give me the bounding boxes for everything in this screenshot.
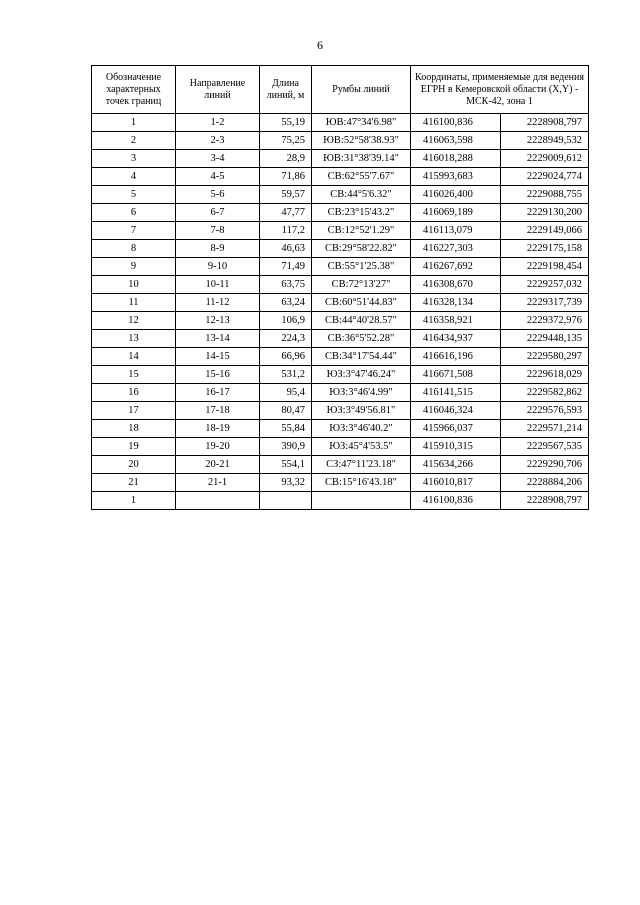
cell-point: 15 — [92, 366, 176, 384]
cell-direction: 18-19 — [176, 420, 260, 438]
cell-y: 2229290,706 — [501, 456, 589, 474]
cell-x: 416100,836 — [411, 492, 501, 510]
cell-direction: 10-11 — [176, 276, 260, 294]
table-row — [92, 258, 589, 276]
cell-direction: 1-2 — [176, 114, 260, 132]
cell-point: 18 — [92, 420, 176, 438]
cell-x: 416616,196 — [411, 348, 501, 366]
cell-y: 2228908,797 — [501, 114, 589, 132]
cell-direction: 3-4 — [176, 150, 260, 168]
header-coordinates: Координаты, применяемые для ведения ЕГРН в Кемеровской области (X,Y) - МСК-42, зона 1 — [411, 66, 589, 114]
table-row — [92, 114, 589, 132]
cell-length: 117,2 — [260, 222, 312, 240]
cell-y: 2229088,755 — [501, 186, 589, 204]
cell-y: 2229372,976 — [501, 312, 589, 330]
cell-point: 1 — [92, 114, 176, 132]
cell-y: 2229024,774 — [501, 168, 589, 186]
cell-point: 2 — [92, 132, 176, 150]
cell-y: 2229175,158 — [501, 240, 589, 258]
table-row — [92, 186, 589, 204]
cell-point: 11 — [92, 294, 176, 312]
cell-direction: 20-21 — [176, 456, 260, 474]
cell-point: 17 — [92, 402, 176, 420]
cell-x: 416069,189 — [411, 204, 501, 222]
cell-direction: 15-16 — [176, 366, 260, 384]
cell-x: 415634,266 — [411, 456, 501, 474]
table-row — [92, 240, 589, 258]
table-row — [92, 330, 589, 348]
cell-y: 2228884,206 — [501, 474, 589, 492]
cell-bearing: СВ:29°58'22.82" — [312, 240, 411, 258]
cell-bearing: ЮЗ:3°46'40.2" — [312, 420, 411, 438]
cell-direction: 9-10 — [176, 258, 260, 276]
cell-point: 12 — [92, 312, 176, 330]
cell-bearing: СВ:15°16'43.18" — [312, 474, 411, 492]
cell-x: 416267,692 — [411, 258, 501, 276]
cell-y: 2229582,862 — [501, 384, 589, 402]
cell-x: 416328,134 — [411, 294, 501, 312]
cell-direction: 7-8 — [176, 222, 260, 240]
cell-y: 2229317,739 — [501, 294, 589, 312]
cell-direction: 5-6 — [176, 186, 260, 204]
cell-length: 531,2 — [260, 366, 312, 384]
cell-point: 6 — [92, 204, 176, 222]
cell-point: 8 — [92, 240, 176, 258]
table-row — [92, 132, 589, 150]
cell-direction: 6-7 — [176, 204, 260, 222]
cell-direction: 13-14 — [176, 330, 260, 348]
cell-bearing: СВ:55°1'25.38" — [312, 258, 411, 276]
table-row — [92, 168, 589, 186]
cell-y: 2229571,214 — [501, 420, 589, 438]
table-row — [92, 474, 589, 492]
table-row — [92, 222, 589, 240]
cell-length: 63,75 — [260, 276, 312, 294]
cell-length: 63,24 — [260, 294, 312, 312]
cell-x: 416227,303 — [411, 240, 501, 258]
cell-y: 2229567,535 — [501, 438, 589, 456]
cell-y: 2228908,797 — [501, 492, 589, 510]
cell-direction: 21-1 — [176, 474, 260, 492]
cell-length: 106,9 — [260, 312, 312, 330]
cell-y: 2229130,200 — [501, 204, 589, 222]
cell-point: 9 — [92, 258, 176, 276]
cell-length: 93,32 — [260, 474, 312, 492]
cell-x: 416141,515 — [411, 384, 501, 402]
cell-bearing: ЮВ:31°38'39.14" — [312, 150, 411, 168]
cell-x: 415966,037 — [411, 420, 501, 438]
table-row — [92, 276, 589, 294]
table-row — [92, 366, 589, 384]
cell-direction: 16-17 — [176, 384, 260, 402]
cell-point: 19 — [92, 438, 176, 456]
cell-length: 95,4 — [260, 384, 312, 402]
coordinates-table — [91, 65, 589, 510]
cell-x: 416063,598 — [411, 132, 501, 150]
cell-direction: 11-12 — [176, 294, 260, 312]
cell-length: 80,47 — [260, 402, 312, 420]
cell-length: 28,9 — [260, 150, 312, 168]
cell-point: 21 — [92, 474, 176, 492]
cell-length: 224,3 — [260, 330, 312, 348]
cell-length: 71,49 — [260, 258, 312, 276]
cell-x: 416671,508 — [411, 366, 501, 384]
header-bearing: Румбы линий — [312, 66, 411, 114]
cell-y: 2229576,593 — [501, 402, 589, 420]
page-number: 6 — [317, 38, 323, 52]
table-row — [92, 294, 589, 312]
cell-bearing: ЮВ:52°58'38.93" — [312, 132, 411, 150]
table-row — [92, 204, 589, 222]
cell-length: 554,1 — [260, 456, 312, 474]
table-row — [92, 384, 589, 402]
table-row — [92, 438, 589, 456]
table-row — [92, 420, 589, 438]
table-body — [92, 114, 589, 510]
cell-direction: 8-9 — [176, 240, 260, 258]
cell-length: 46,63 — [260, 240, 312, 258]
cell-direction: 4-5 — [176, 168, 260, 186]
cell-y: 2229618,029 — [501, 366, 589, 384]
cell-point: 3 — [92, 150, 176, 168]
cell-y: 2229009,612 — [501, 150, 589, 168]
cell-length: 390,9 — [260, 438, 312, 456]
cell-bearing: СВ:44°5'6.32" — [312, 186, 411, 204]
cell-point: 4 — [92, 168, 176, 186]
cell-x: 415910,315 — [411, 438, 501, 456]
cell-direction: 12-13 — [176, 312, 260, 330]
cell-x: 416358,921 — [411, 312, 501, 330]
cell-y: 2229257,032 — [501, 276, 589, 294]
cell-length: 55,84 — [260, 420, 312, 438]
header-point: Обозначение характерных точек границ — [92, 66, 176, 114]
header-length: Длина линий, м — [260, 66, 312, 114]
cell-x: 416026,400 — [411, 186, 501, 204]
cell-x: 415993,683 — [411, 168, 501, 186]
cell-bearing — [312, 492, 411, 510]
cell-direction: 2-3 — [176, 132, 260, 150]
cell-bearing: ЮЗ:3°47'46.24" — [312, 366, 411, 384]
cell-direction — [176, 492, 260, 510]
cell-bearing: СВ:44°40'28.57" — [312, 312, 411, 330]
cell-length: 55,19 — [260, 114, 312, 132]
cell-bearing: СВ:62°55'7.67" — [312, 168, 411, 186]
table-row — [92, 402, 589, 420]
cell-direction: 17-18 — [176, 402, 260, 420]
cell-bearing: СВ:23°15'43.2" — [312, 204, 411, 222]
cell-x: 416113,079 — [411, 222, 501, 240]
cell-length: 66,96 — [260, 348, 312, 366]
cell-bearing: ЮЗ:3°49'56.81" — [312, 402, 411, 420]
cell-x: 416308,670 — [411, 276, 501, 294]
cell-direction: 19-20 — [176, 438, 260, 456]
cell-point: 7 — [92, 222, 176, 240]
header-direction: Направление линий — [176, 66, 260, 114]
cell-point: 10 — [92, 276, 176, 294]
table-row — [92, 150, 589, 168]
cell-y: 2228949,532 — [501, 132, 589, 150]
cell-point: 14 — [92, 348, 176, 366]
cell-y: 2229149,066 — [501, 222, 589, 240]
cell-point: 13 — [92, 330, 176, 348]
cell-point: 16 — [92, 384, 176, 402]
cell-length: 47,77 — [260, 204, 312, 222]
table-row — [92, 456, 589, 474]
cell-length: 59,57 — [260, 186, 312, 204]
cell-length: 71,86 — [260, 168, 312, 186]
cell-direction: 14-15 — [176, 348, 260, 366]
cell-length: 75,25 — [260, 132, 312, 150]
cell-x: 416018,288 — [411, 150, 501, 168]
cell-bearing: СВ:36°5'52.28" — [312, 330, 411, 348]
cell-y: 2229580,297 — [501, 348, 589, 366]
cell-point: 5 — [92, 186, 176, 204]
cell-y: 2229198,454 — [501, 258, 589, 276]
cell-x: 416434,937 — [411, 330, 501, 348]
cell-y: 2229448,135 — [501, 330, 589, 348]
table-row — [92, 312, 589, 330]
cell-bearing: СВ:34°17'54.44" — [312, 348, 411, 366]
table-row — [92, 492, 589, 510]
cell-length — [260, 492, 312, 510]
cell-x: 416100,836 — [411, 114, 501, 132]
cell-point: 20 — [92, 456, 176, 474]
table-header — [92, 66, 589, 114]
cell-bearing: СЗ:47°11'23.18" — [312, 456, 411, 474]
cell-bearing: СВ:60°51'44.83" — [312, 294, 411, 312]
cell-bearing: СВ:12°52'1.29" — [312, 222, 411, 240]
cell-bearing: ЮВ:47°34'6.98" — [312, 114, 411, 132]
cell-bearing: ЮЗ:3°46'4.99" — [312, 384, 411, 402]
table-row — [92, 348, 589, 366]
cell-bearing: СВ:72°13'27" — [312, 276, 411, 294]
cell-bearing: ЮЗ:45°4'53.5" — [312, 438, 411, 456]
cell-point: 1 — [92, 492, 176, 510]
cell-x: 416046,324 — [411, 402, 501, 420]
cell-x: 416010,817 — [411, 474, 501, 492]
